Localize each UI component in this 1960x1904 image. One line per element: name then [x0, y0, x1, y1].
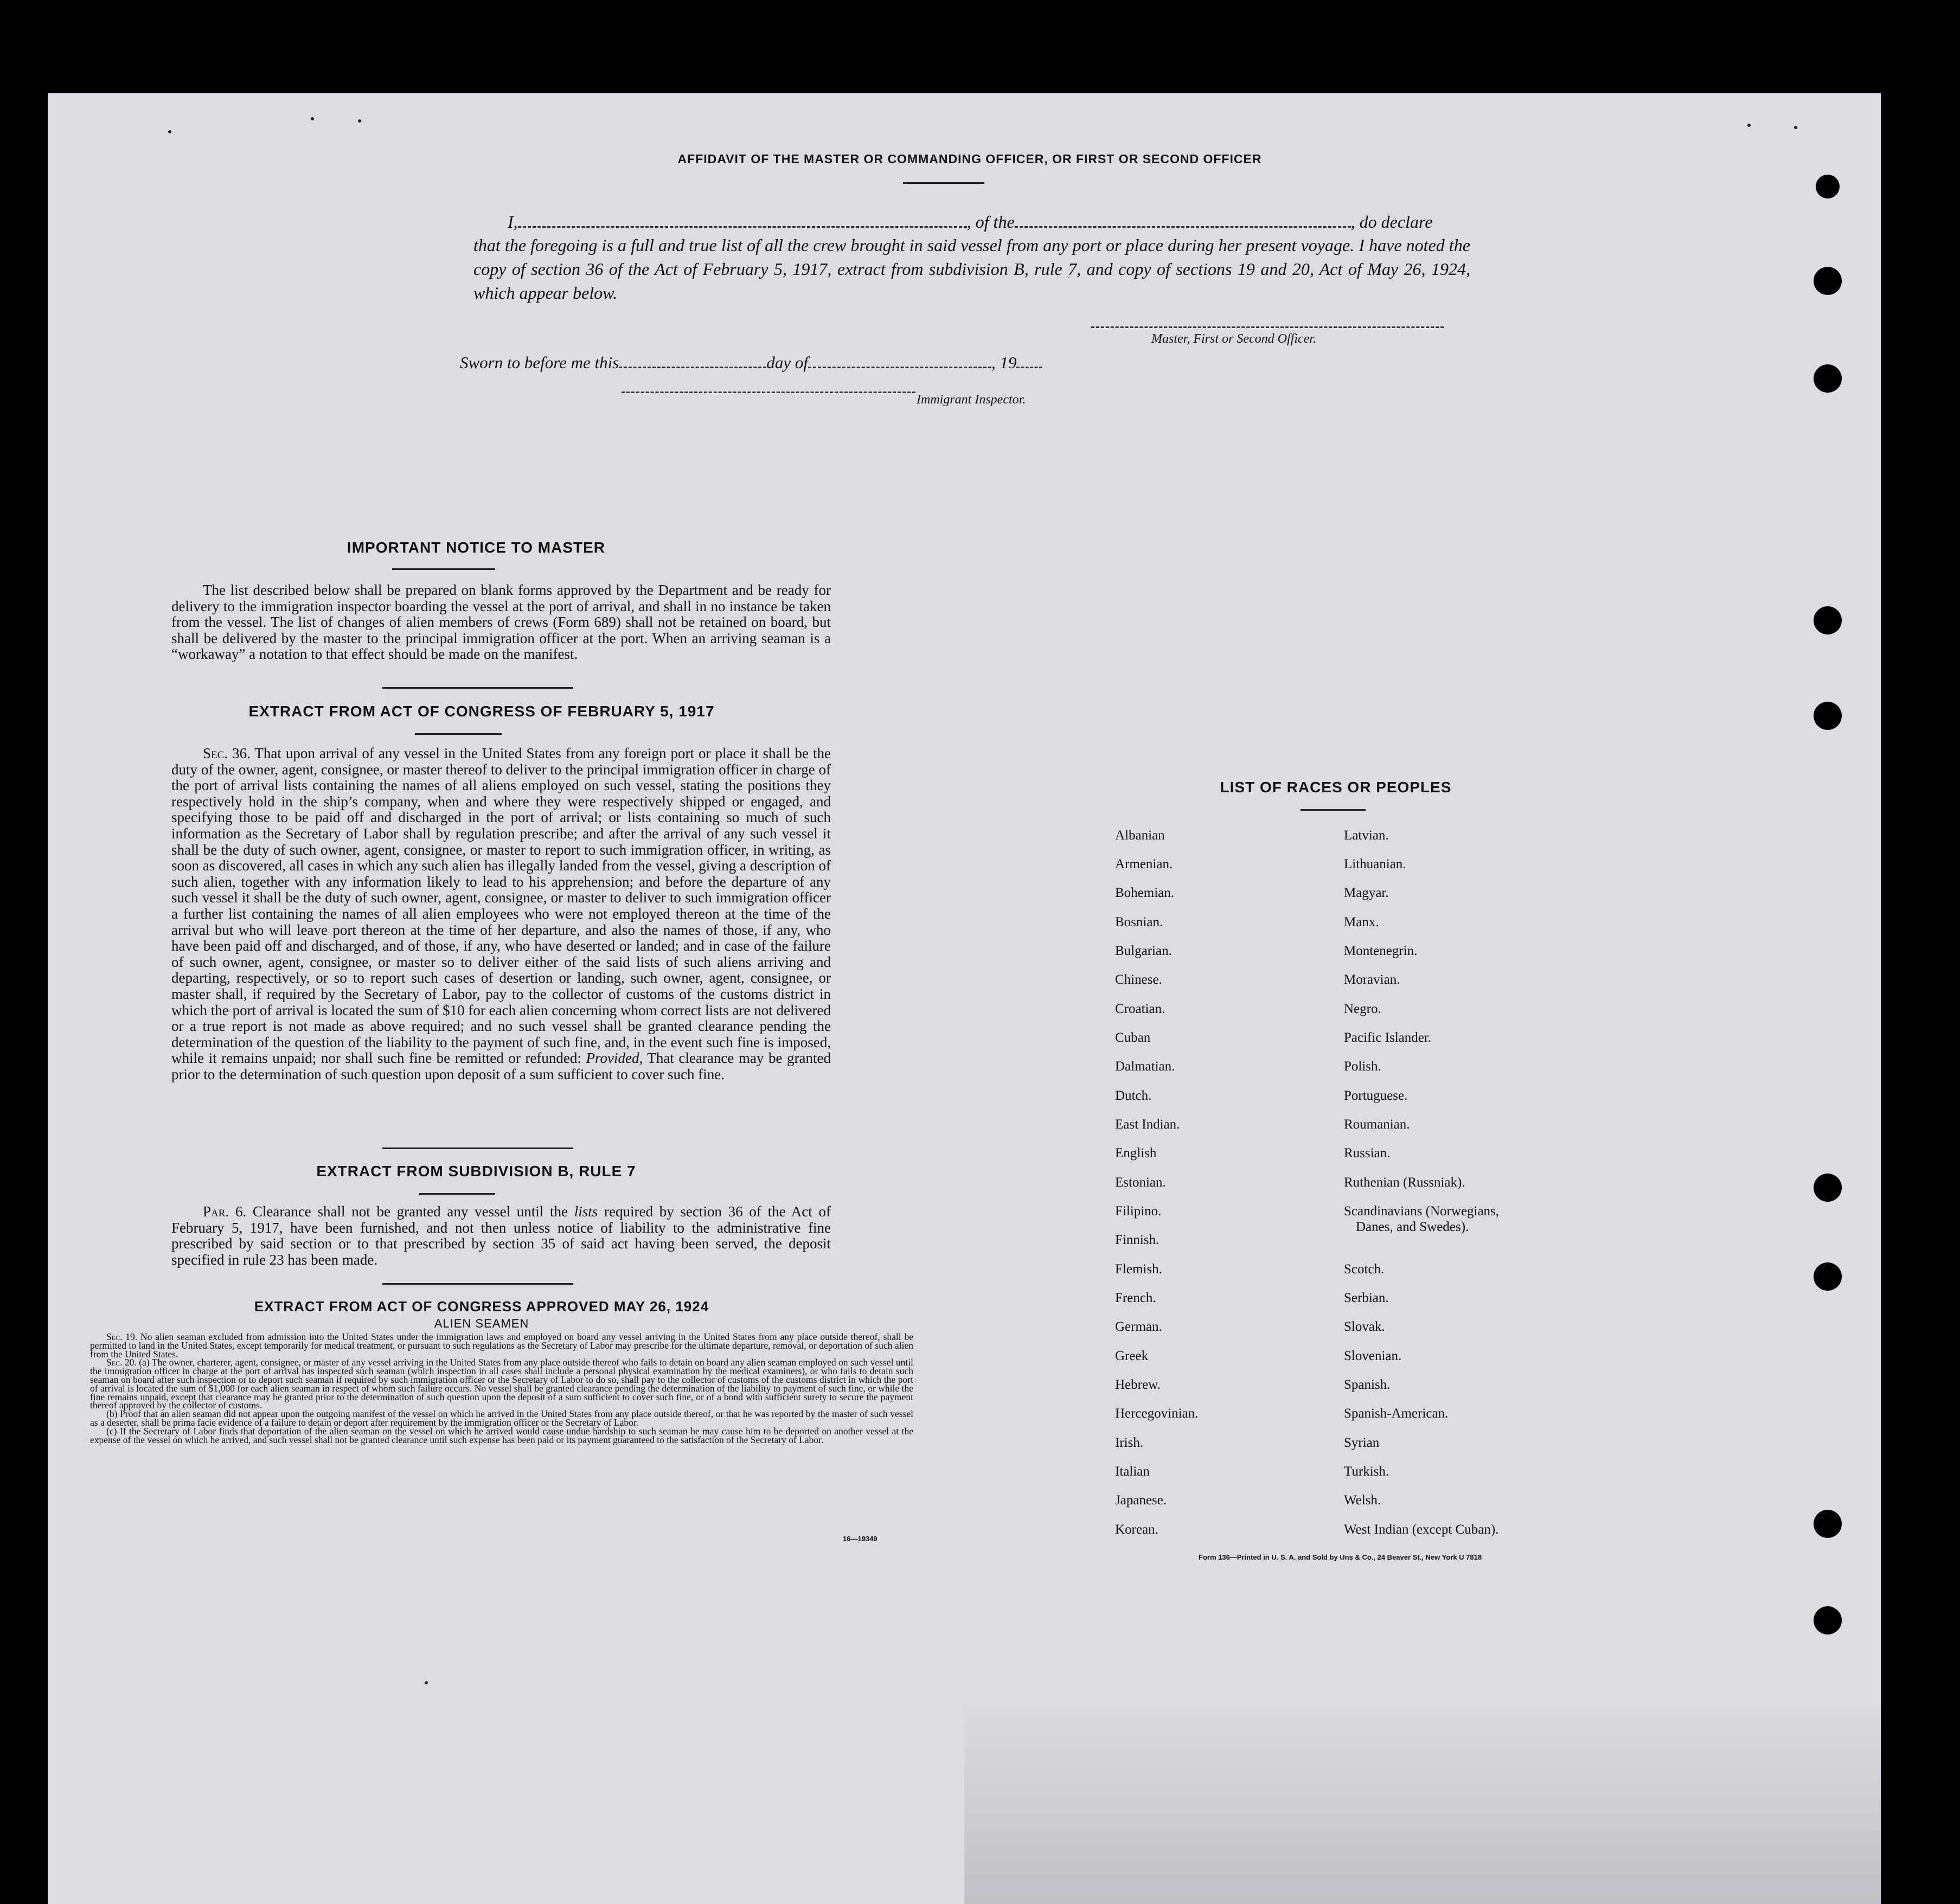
binder-hole [1816, 175, 1840, 198]
affidavit-i: I, [508, 212, 518, 232]
affidavit-of-the: , of the [966, 212, 1015, 232]
race-item: Roumanian. [1344, 1117, 1410, 1132]
form-sheet [48, 93, 1881, 1904]
print-code: 16—19349 [843, 1535, 877, 1543]
sec-20-label: Sec. 20. [106, 1357, 137, 1368]
binder-hole [1814, 364, 1842, 393]
affidavit-title: AFFIDAVIT OF THE MASTER OR COMMANDING OFFICER, OR FIRST OR SECOND OFFICER [677, 152, 1262, 166]
notice-paragraph: The list described below shall be prepared on blank forms approved by the Department and be ready for delivery to the immigration inspector boarding the vessel at the port of arrival, and shall in no instance be taken from the vessel. The list of changes of alien members of crews (Form 689) shall not be retained on board, but shall be delivered by the master to the principal immigration officer at the port. When an arriving seaman is a “workaway” a notation to that effect should be made on the manifest. [171, 582, 831, 663]
extract-1917-end-rule [382, 1147, 573, 1149]
scan-speck [358, 119, 361, 123]
race-item: Syrian [1344, 1435, 1380, 1450]
extract-rule7-title-rule [419, 1193, 495, 1195]
race-item: Ruthenian (Russniak). [1344, 1175, 1465, 1190]
race-item: Bulgarian. [1115, 944, 1172, 958]
sec-19-text: No alien seaman excluded from admission into the United States under the immigration laws and employed on board any vessel arriving in the United States from any place outside thereof, shall be permitted to land in the United States, except temporarily for medical treatment, or pursuant to such regulations as the Secretary of Labor may prescribe for the ultimate departure, removal, or deportation of such alien from the United States. [90, 1331, 913, 1360]
race-item: Finnish. [1115, 1233, 1160, 1247]
race-item: Portuguese. [1344, 1088, 1408, 1103]
races-title-rule [1301, 809, 1366, 811]
par-6-text: Clearance shall not be granted any vessel until the [252, 1203, 568, 1220]
race-item: Bosnian. [1115, 915, 1163, 929]
race-item: Manx. [1344, 915, 1379, 929]
race-item: Turkish. [1344, 1464, 1389, 1479]
binder-hole [1814, 702, 1842, 730]
extract-1924-subtitle: ALIEN SEAMEN [434, 1317, 529, 1330]
race-item: Korean. [1115, 1522, 1158, 1537]
race-item: Montenegrin. [1344, 944, 1418, 958]
race-item: Dutch. [1115, 1088, 1152, 1103]
extract-1924-title: EXTRACT FROM ACT OF CONGRESS APPROVED MAY 26, 1924 [254, 1298, 709, 1315]
notice-title-rule [392, 568, 495, 570]
race-item: French. [1115, 1291, 1156, 1305]
race-item: Spanish. [1344, 1377, 1391, 1392]
scan-speck [425, 1681, 428, 1684]
extract-1924-body [90, 1333, 913, 1444]
race-item: Pacific Islander. [1344, 1030, 1432, 1045]
scan-speck [1747, 124, 1751, 127]
race-item: English [1115, 1146, 1157, 1161]
race-item: Dalmatian. [1115, 1059, 1175, 1074]
sec-36-paragraph [171, 746, 831, 1082]
scan-speck [168, 130, 171, 133]
sec-19-paragraph [90, 1333, 913, 1358]
race-item: Slovak. [1344, 1319, 1385, 1334]
sec-36-text-end: That clearance may be granted prior to the determination of such question upon deposit of a sum sufficient to cover such fine. [171, 1050, 831, 1082]
sec-20a-paragraph [90, 1358, 913, 1410]
race-item: Latvian. [1344, 828, 1389, 843]
paper-shadow [964, 1698, 1881, 1904]
binder-hole [1814, 1262, 1842, 1291]
affidavit-do-declare: , do declare [1350, 212, 1433, 232]
par-6-paragraph [171, 1204, 831, 1268]
sworn-year: , 19 [991, 353, 1017, 372]
race-item: Japanese. [1115, 1493, 1167, 1508]
race-item: Spanish-American. [1344, 1406, 1449, 1421]
notice-body [171, 582, 831, 663]
sec-20b-paragraph: (b) Proof that an alien seaman did not appear upon the outgoing manifest of the vessel on which he arrived in the United States from any place outside thereof, or that he was reported by the master of such vessel as a deserter, shall be prima facie evidence of a failure to detain or deport after requirement by the immigration officer or the Secretary of Labor. [90, 1408, 913, 1428]
races-title: LIST OF RACES OR PEOPLES [1220, 779, 1452, 796]
sworn-year-blank[interactable] [1016, 350, 1042, 368]
extract-1917-title-rule [415, 733, 502, 735]
race-item: Negro. [1344, 1002, 1381, 1016]
extract-1917-body [171, 746, 831, 1082]
lists-word: lists [574, 1203, 598, 1220]
master-caption: Master, First or Second Officer. [1151, 332, 1316, 346]
par-6-label: Par. 6. [203, 1203, 247, 1220]
scan-speck [1794, 126, 1797, 129]
extract-rule7-body [171, 1204, 831, 1268]
race-item: Armenian. [1115, 857, 1173, 871]
race-item: West Indian (except Cuban). [1344, 1522, 1499, 1537]
race-item: Welsh. [1344, 1493, 1381, 1508]
race-item: Lithuanian. [1344, 857, 1406, 871]
race-item: Bohemian. [1115, 886, 1175, 900]
master-signature-line[interactable] [1091, 326, 1444, 328]
race-item: Slovenian. [1344, 1349, 1402, 1363]
race-item: Chinese. [1115, 972, 1162, 987]
race-item: East Indian. [1115, 1117, 1180, 1132]
race-item: Danes, and Swedes). [1356, 1220, 1469, 1234]
sec-19-label: Sec. 19. [106, 1331, 138, 1342]
binder-hole [1814, 1510, 1842, 1538]
sec-36-label: Sec. 36. [203, 745, 251, 761]
affidavit-declaration-line [508, 210, 1473, 232]
sec-20a-text: (a) The owner, charterer, agent, consignee, or master of any vessel arriving in the United States from any place outside thereof who fails to detain on board any alien seaman employed on such vessel until the immigration officer in charge at the port of arrival has inspected such seaman (which inspection in all cases shall include a personal physical examination by the medical examiners), or who fails to detain such seaman on board after such inspection or to deport such seaman if required by such immigration officer or the Secretary of Labor to do so, shall pay to the collector of customs of the customs district in which the port of arrival is located the sum of $1,000 for each alien seaman in respect of whom such failure occurs. No vessel shall be granted clearance pending the determination of the liability to payment of such fine, or while the fine remains unpaid, except that clearance may be granted prior to the determination of such question upon the deposit of a sum sufficient to cover such fine, or of a bond with sufficient surety to secure the payment thereof approved by the collector of customs. [90, 1357, 914, 1411]
race-item: Scandinavians (Norwegians, [1344, 1204, 1500, 1219]
inspector-caption: Immigrant Inspector. [917, 393, 1026, 407]
race-item: Russian. [1344, 1146, 1391, 1161]
sworn-day-blank[interactable] [619, 350, 766, 368]
race-item: Italian [1115, 1464, 1150, 1479]
inspector-signature-line[interactable] [622, 392, 915, 393]
race-item: Croatian. [1115, 1002, 1165, 1016]
race-item: Moravian. [1344, 972, 1400, 987]
form-imprint: Form 136—Printed in U. S. A. and Sold by Uns & Co., 24 Beaver St., New York U 7818 [1199, 1553, 1482, 1561]
binder-hole [1814, 1606, 1842, 1634]
race-item: Serbian. [1344, 1291, 1389, 1305]
race-item: Polish. [1344, 1059, 1381, 1074]
race-item: German. [1115, 1319, 1162, 1334]
notice-end-rule [382, 687, 573, 689]
sec-36-text: That upon arrival of any vessel in the United States from any foreign port or place it shall be the duty of the owner, agent, consignee, or master thereof to deliver to the principal immigration officer in charge of the port of arrival lists containing the names of all aliens employed on such vessel, stating the positions they respectively hold in the ship’s company, when and where they were respectively shipped or engaged, and specifying those to be paid off and discharged in the port of arrival; or lists containing so much of such information as the Secretary of Labor shall by regulation prescribe; and after the arrival of any such vessel it shall be the duty of such owner, agent, consignee, or master to report to such immigration officer, in writing, as soon as discovered, all cases in which any such alien has illegally landed from the vessel, giving a description of such alien, together with any information likely to lead to his apprehension; and before the departure of any such vessel it shall be the duty of such owner, agent, consignee, or master to deliver to such immigration officer a further list containing the names of all alien employees who were not employed thereon at the time of the arrival but who will leave port thereon at the time of her departure, and also the names of those, if any, who have been paid off and discharged, and of those, if any, who have deserted or landed; and in case of the failure of such owner, agent, consignee, or master so to deliver either of the said lists of such aliens arriving and departing, respectively, or so to report such cases of desertion or landing, such owner, agent, consignee, or master shall, if required by the Secretary of Labor, pay to the collector of customs of the customs district in which the port of arrival is located the sum of $10 for each alien concerning whom correct lists are not delivered or a true report is not made as above required; and no such vessel shall be granted clearance pending the determination of the question of the liability to the payment of such fine, and, in the event such fine is imposed, while it remains unpaid; nor shall such fine be remitted or refunded: [171, 745, 831, 1067]
race-item: Greek [1115, 1349, 1149, 1363]
extract-rule7-title: EXTRACT FROM SUBDIVISION B, RULE 7 [316, 1163, 636, 1179]
vessel-blank[interactable] [1015, 210, 1351, 228]
affidavit-title-rule [903, 182, 984, 184]
notice-title: IMPORTANT NOTICE TO MASTER [347, 539, 606, 556]
race-item: Magyar. [1344, 886, 1389, 900]
binder-hole [1814, 267, 1842, 295]
race-item: Hercegovinian. [1115, 1406, 1199, 1421]
sec-20c-paragraph: (c) If the Secretary of Labor finds that deportation of the alien seaman on the vessel on which he arrived would cause undue hardship to such seaman he may cause him to be deported on another vessel at the expense of the vessel on which he arrived, and such vessel shall not be granted clearance until such expense has been paid or its payment guaranteed to the satisfaction of the Secretary of Labor. [90, 1425, 913, 1445]
race-item: Estonian. [1115, 1175, 1166, 1190]
sworn-day-of: day of [766, 353, 808, 372]
scan-speck [311, 117, 314, 120]
race-item: Filipino. [1115, 1204, 1162, 1219]
race-item: Cuban [1115, 1030, 1151, 1045]
sworn-month-blank[interactable] [808, 350, 991, 368]
race-item: Flemish. [1115, 1262, 1162, 1277]
extract-rule7-end-rule [382, 1283, 573, 1285]
affidavit-body: that the foregoing is a full and true list of all the crew brought in said vessel from any port or place during her present voyage. I have noted the copy of section 36 of the Act of February 5, 1917, extract from subdivision B, rule 7, and copy of sections 19 and 20, Act of May 26, 1924, which appear below. [473, 235, 1470, 303]
race-item: Albanian [1115, 828, 1165, 843]
binder-hole [1814, 606, 1842, 634]
extract-1917-title: EXTRACT FROM ACT OF CONGRESS OF FEBRUARY 5, 1917 [248, 703, 715, 720]
sworn-prefix: Sworn to before me this [460, 353, 619, 372]
sworn-line [460, 350, 1042, 373]
provided-word: Provided, [586, 1050, 643, 1067]
binder-hole [1814, 1174, 1842, 1202]
name-blank[interactable] [518, 210, 967, 228]
race-item: Irish. [1115, 1435, 1144, 1450]
race-item: Hebrew. [1115, 1377, 1161, 1392]
par-6-text-end: required by section 36 of the Act of February 5, 1917, have been furnished, and not then unless notice of liability to the administrative fine prescribed by said section or to that prescribed by section 35 of said act having been served, the deposit specified in rule 23 has been made. [171, 1203, 831, 1268]
race-item: Scotch. [1344, 1262, 1385, 1277]
